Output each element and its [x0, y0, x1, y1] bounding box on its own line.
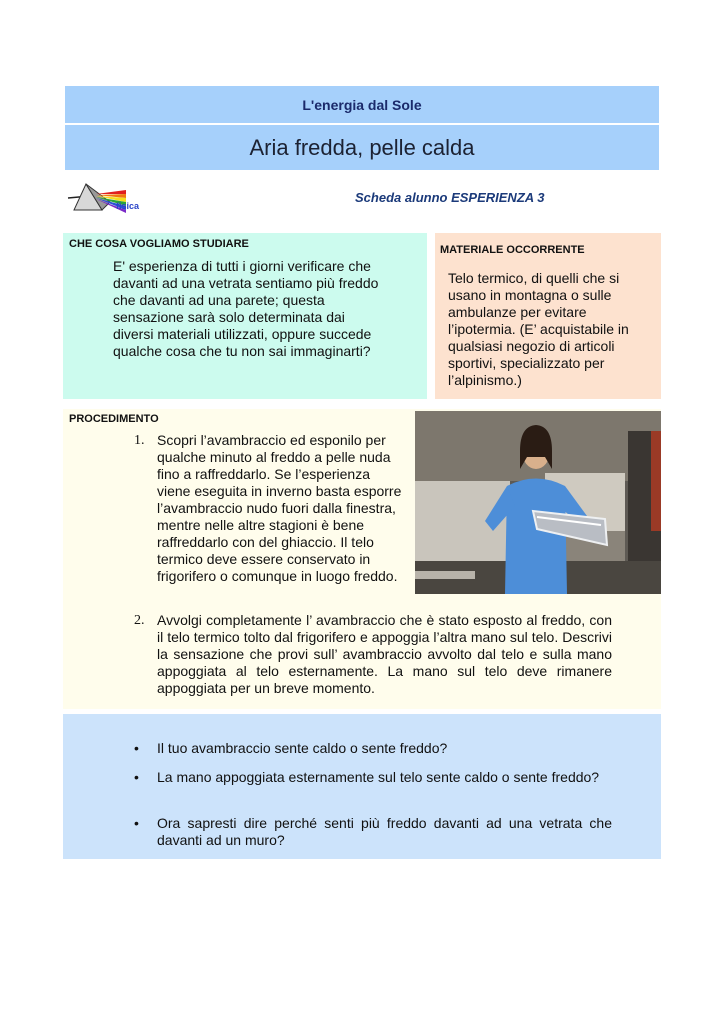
procedure-step: [134, 432, 407, 585]
study-title: CHE COSA VOGLIAMO STUDIARE: [69, 238, 249, 250]
step-number: 1.: [134, 433, 145, 448]
procedure-step: [134, 612, 612, 697]
question-text: Ora sapresti dire perché senti più freddo davanti ad una vetrata che davanti ad un muro?: [157, 815, 612, 848]
material-text: Telo termico, di quelli che si usano in montagna o sulle ambulanze per evitare l’ipotermia. (E’ acquistabile in qualsiasi negozio di articoli sportivi, specializzato per l’alpinismo.): [448, 270, 629, 388]
material-title: MATERIALE OCCORRENTE: [440, 244, 585, 256]
logo-label: fisica: [116, 201, 140, 211]
question-item: [134, 769, 612, 786]
prism-logo-icon: [66, 180, 146, 220]
question-item: [134, 815, 612, 849]
procedure-title: PROCEDIMENTO: [69, 413, 159, 425]
step-number: 2.: [134, 613, 145, 628]
topic-header: [65, 86, 659, 123]
bullet: •: [134, 769, 139, 785]
study-text: E' esperienza di tutti i giorni verificare che davanti ad una vetrata sentiamo più freddo che davanti ad una parete; questa sensazione sarà solo determinata dai diversi materiali utilizzati, oppure succede qualche cosa che tu non sai immaginarti?: [113, 258, 379, 359]
step-text: Avvolgi completamente l’ avambraccio che è stato esposto al freddo, con il telo termico tolto dal frigorifero e appoggia l’altra mano sul telo. Descrivi la sensazione che provi sull’ avambraccio avvolto dal telo e sulla mano appoggiata al telo esternamente. La mano sul telo deve rimanere appoggiata per un breve momento.: [157, 612, 612, 696]
question-item: [134, 740, 612, 757]
bullet: •: [134, 815, 139, 831]
bullet: •: [134, 740, 139, 756]
question-text: Il tuo avambraccio sente caldo o sente freddo?: [157, 740, 448, 756]
question-text: La mano appoggiata esternamente sul telo sente caldo o sente freddo?: [157, 769, 600, 785]
title-header: [65, 125, 659, 170]
topic-title: L'energia dal Sole: [302, 96, 422, 113]
step-text: Scopri l’avambraccio ed esponilo per qualche minuto al freddo a pelle nuda fino a raffreddarlo. Se l’esperienza viene eseguita in inverno basta esporre l’avambraccio nudo fuori dalla finestra, mentre nelle altre stagioni è bene raffreddarlo con del ghiaccio. Il telo termico deve essere conservato in frigorifero o comunque in luogo freddo.: [157, 432, 402, 584]
worksheet-label: Scheda alunno ESPERIENZA 3: [355, 190, 545, 205]
page-title: Aria fredda, pelle calda: [249, 134, 475, 160]
student-photo: [415, 411, 661, 594]
